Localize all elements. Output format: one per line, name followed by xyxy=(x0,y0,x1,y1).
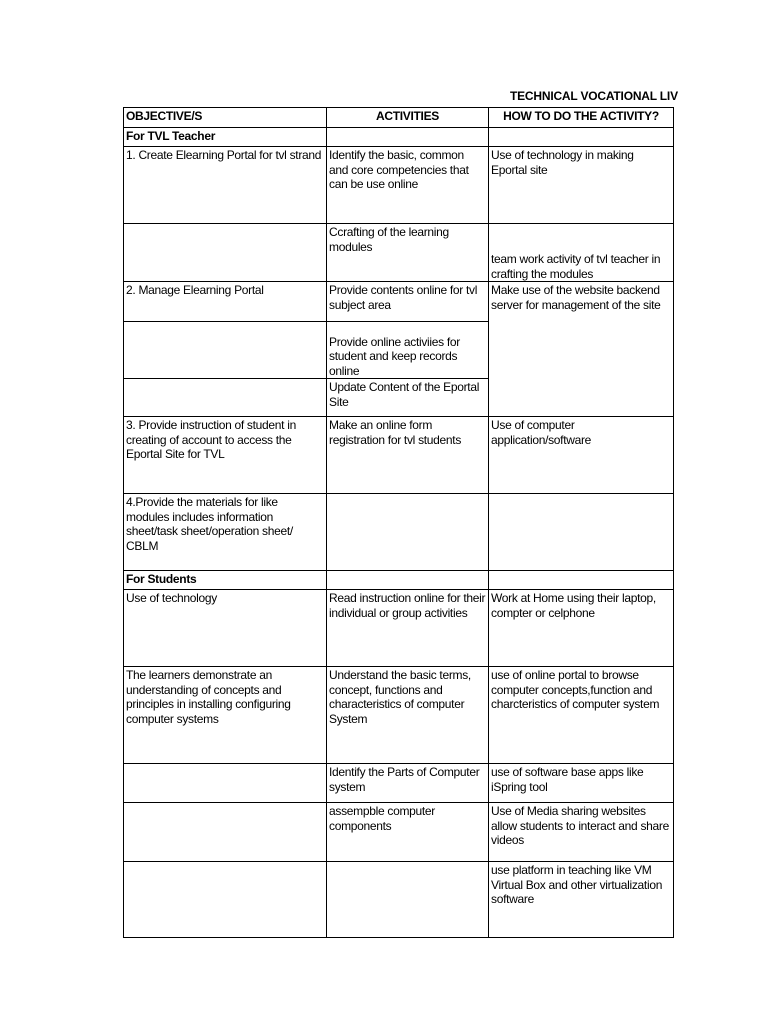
objective-cell xyxy=(124,322,327,379)
activity-cell xyxy=(327,494,489,571)
table-row xyxy=(124,494,674,571)
objective-cell: 4.Provide the materials for like modules includes information sheet/task sheet/operation sheet/ CBLM xyxy=(124,494,327,571)
activity-cell: Understand the basic terms, concept, functions and characteristics of computer System xyxy=(327,667,489,764)
how-cell: Use of technology in making Eportal site xyxy=(489,147,674,224)
table-row xyxy=(124,417,674,494)
activity-cell: Identify the basic, common and core competencies that can be use online xyxy=(327,147,489,224)
activity-plan-table xyxy=(123,107,674,938)
how-cell xyxy=(489,571,674,590)
activity-cell: assempble computer components xyxy=(327,803,489,862)
table-header-row xyxy=(124,108,674,128)
how-cell: Work at Home using their laptop, compter or celphone xyxy=(489,590,674,667)
how-cell: use of software base apps like iSpring tool xyxy=(489,764,674,803)
table-row xyxy=(124,667,674,764)
how-cell xyxy=(489,128,674,147)
column-header-how: HOW TO DO THE ACTIVITY? xyxy=(489,108,674,128)
objective-cell: 1. Create Elearning Portal for tvl strand xyxy=(124,147,327,224)
how-cell: team work activity of tvl teacher in crafting the modules xyxy=(489,224,674,282)
activity-cell: Identify the Parts of Computer system xyxy=(327,764,489,803)
document-title: TECHNICAL VOCATIONAL LIV xyxy=(510,89,678,103)
how-cell: Make use of the website backend server for management of the site xyxy=(489,282,674,417)
table-row xyxy=(124,764,674,803)
section-label-teacher: For TVL Teacher xyxy=(124,128,327,147)
activity-cell: Ccrafting of the learning modules xyxy=(327,224,489,282)
activity-cell xyxy=(327,128,489,147)
activity-cell: Read instruction online for their individual or group activities xyxy=(327,590,489,667)
activity-cell: Update Content of the Eportal Site xyxy=(327,379,489,417)
how-cell xyxy=(489,494,674,571)
table-row xyxy=(124,224,674,282)
table-row xyxy=(124,590,674,667)
objective-cell: 2. Manage Elearning Portal xyxy=(124,282,327,322)
table-row xyxy=(124,803,674,862)
how-cell: Use of Media sharing websites allow students to interact and share videos xyxy=(489,803,674,862)
section-label-students: For Students xyxy=(124,571,327,590)
how-cell: use of online portal to browse computer concepts,function and charcteristics of computer system xyxy=(489,667,674,764)
table-row xyxy=(124,147,674,224)
objective-cell: 3. Provide instruction of student in creating of account to access the Eportal Site for TVL xyxy=(124,417,327,494)
objective-cell xyxy=(124,803,327,862)
activity-cell: Provide contents online for tvl subject area xyxy=(327,282,489,322)
activity-cell xyxy=(327,862,489,938)
objective-cell: Use of technology xyxy=(124,590,327,667)
table-row xyxy=(124,571,674,590)
column-header-activities: ACTIVITIES xyxy=(327,108,489,128)
objective-cell xyxy=(124,764,327,803)
how-cell: Use of computer application/software xyxy=(489,417,674,494)
objective-cell: The learners demonstrate an understanding of concepts and principles in installing configuring computer systems xyxy=(124,667,327,764)
table-row xyxy=(124,128,674,147)
how-cell: use platform in teaching like VM Virtual Box and other virtualization software xyxy=(489,862,674,938)
activity-cell: Provide online activiies for student and keep records online xyxy=(327,322,489,379)
objective-cell xyxy=(124,224,327,282)
objective-cell xyxy=(124,379,327,417)
table-row xyxy=(124,862,674,938)
table-row xyxy=(124,282,674,322)
column-header-objectives: OBJECTIVE/S xyxy=(124,108,327,128)
activity-cell: Make an online form registration for tvl students xyxy=(327,417,489,494)
objective-cell xyxy=(124,862,327,938)
activity-cell xyxy=(327,571,489,590)
